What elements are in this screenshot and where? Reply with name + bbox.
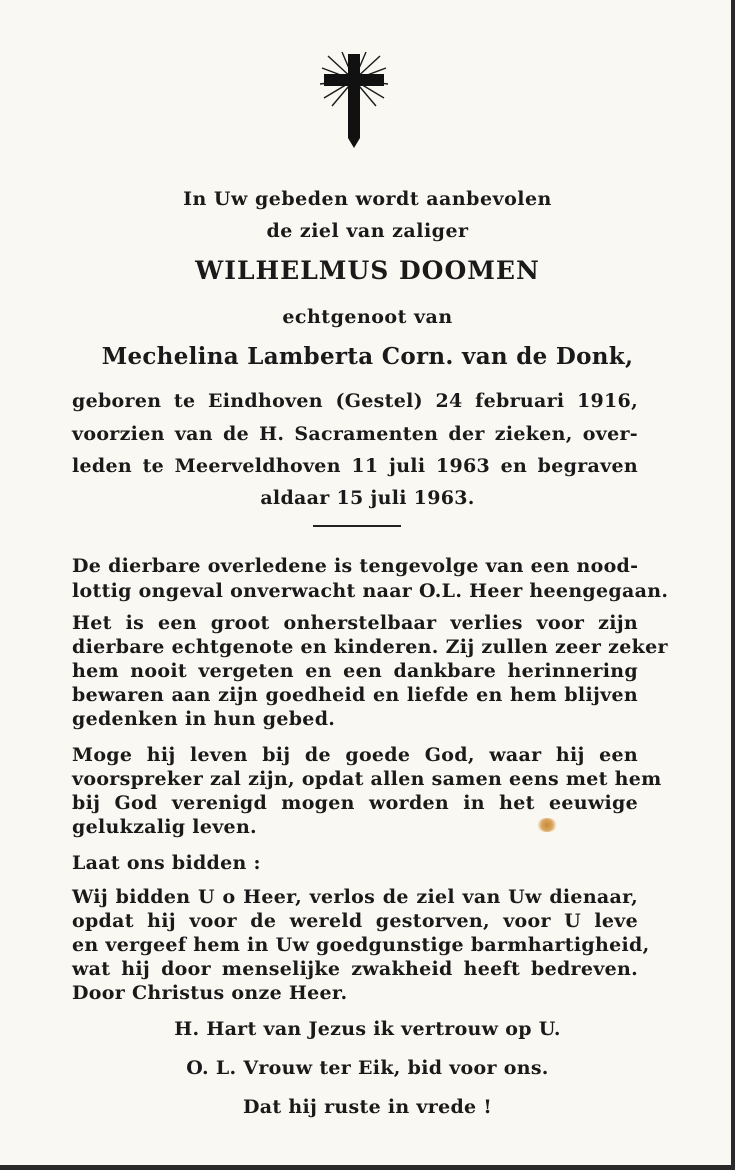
spouse-name: Mechelina Lamberta Corn. van de Donk, [101, 343, 634, 370]
paragraph-line: Moge hij leven bij de goede God, waar hij een [72, 744, 638, 766]
stain [537, 818, 557, 832]
paragraph-line: hem nooit vergeten en een dankbare herinnering [72, 660, 638, 682]
invocation-line: Dat hij ruste in vrede ! [242, 1096, 492, 1118]
invocation-line: O. L. Vrouw ter Eik, bid voor ons. [186, 1057, 549, 1079]
intro-line-1: In Uw gebeden wordt aanbevolen [183, 188, 552, 210]
paragraph-line: lottig ongeval onverwacht naar O.L. Heer heengegaan. [72, 580, 669, 602]
cross-icon [318, 50, 390, 150]
prayer-line: opdat hij voor de wereld gestorven, voor U leve [72, 910, 638, 932]
prayer-line: en vergeef hem in Uw goedgunstige barmhartigheid, [72, 934, 650, 956]
paragraph-line: dierbare echtgenote en kinderen. Zij zullen zeer zeker [72, 636, 668, 658]
paragraph-line: bewaren aan zijn goedheid en liefde en hem blijven [72, 684, 638, 706]
paragraph-line: gedenken in hun gebed. [72, 708, 336, 730]
invocation-line: H. Hart van Jezus ik vertrouw op U. [174, 1018, 561, 1040]
bio-line: voorzien van de H. Sacramenten der zieken, over- [72, 423, 638, 445]
prayer-line: Door Christus onze Heer. [72, 982, 348, 1004]
prayer-line: wat hij door menselijke zwakheid heeft bedreven. [72, 958, 638, 980]
bio-line: geboren te Eindhoven (Gestel) 24 februari 1916, [72, 390, 638, 412]
paragraph-line: bij God verenigd mogen worden in het eeuwige [72, 792, 638, 814]
prayer-line: Wij bidden U o Heer, verlos de ziel van Uw dienaar, [72, 886, 638, 908]
paragraph-line: Het is een groot onherstelbaar verlies voor zijn [72, 612, 638, 634]
bio-line: aldaar 15 juli 1963. [260, 487, 475, 509]
intro-line-2: de ziel van zaliger [266, 220, 469, 242]
divider [313, 525, 401, 527]
paragraph-line: voorspreker zal zijn, opdat allen samen eens met hem [72, 768, 662, 790]
bio-line: leden te Meerveldhoven 11 juli 1963 en begraven [72, 455, 638, 477]
spouse-intro: echtgenoot van [282, 306, 453, 328]
paragraph-line: gelukzalig leven. [72, 816, 257, 838]
deceased-name: WILHELMUS DOOMEN [195, 256, 540, 285]
paragraph-line: De dierbare overledene is tengevolge van een nood- [72, 555, 639, 577]
prayer-intro: Laat ons bidden : [72, 852, 261, 874]
